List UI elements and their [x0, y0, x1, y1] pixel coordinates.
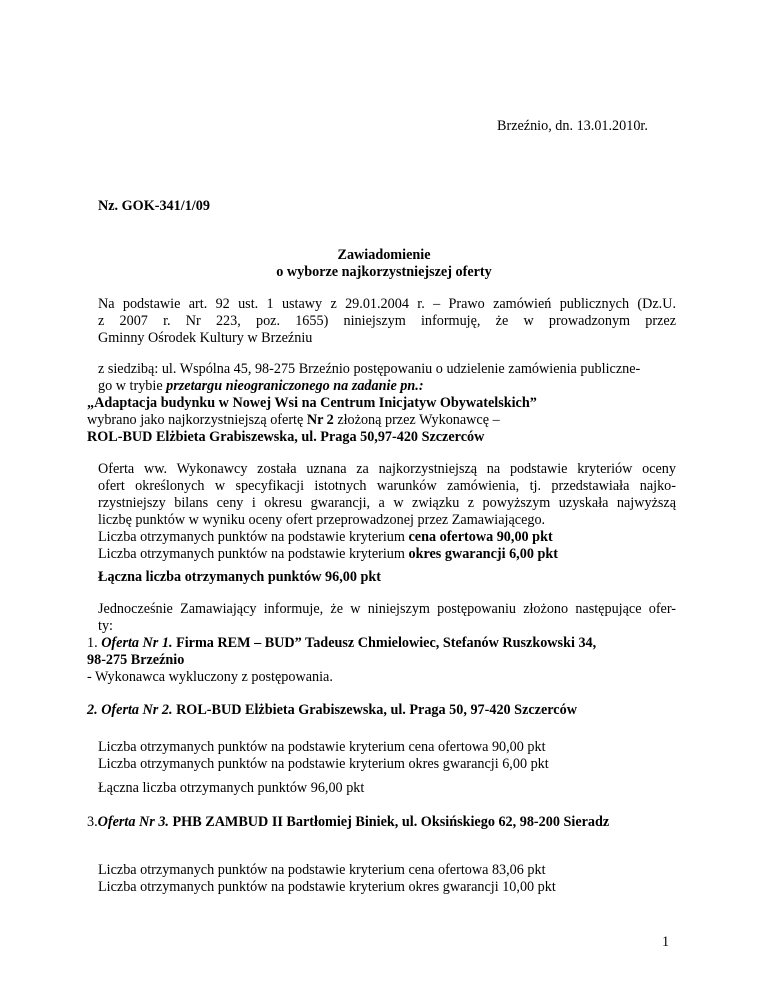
- offer-2-price-points: Liczba otrzymanych punktów na podstawie kryterium cena ofertowa 90,00 pkt: [98, 739, 546, 755]
- total-points: Łączna liczba otrzymanych punktów 96,00 pkt: [98, 569, 381, 585]
- justification-line: ofert określonych w specyfikacji istotnych warunków zamówienia, tj. przedstawiała najko-: [98, 478, 676, 494]
- procedure-mode: przetargu nieograniczonego na zadanie pn.:: [166, 378, 424, 394]
- offer-3-header: 3.Oferta Nr 3. PHB ZAMBUD II Bartłomiej Biniek, ul. Oksińskiego 62, 98-200 Sieradz: [87, 814, 610, 830]
- offers-intro-line: ty:: [98, 618, 113, 634]
- procedure-line: go w trybie przetargu nieograniczonego na zadanie pn.:: [98, 378, 424, 394]
- selected-offer-line: wybrano jako najkorzystniejszą ofertę Nr 2 złożoną przez Wykonawcę –: [87, 412, 500, 428]
- document-subtitle: o wyborze najkorzystniejszej oferty: [276, 264, 492, 280]
- intro-line: z 2007 r. Nr 223, poz. 1655) niniejszym informuję, że w prowadzonym przez: [98, 313, 676, 329]
- offer-2-header: 2. Oferta Nr 2. ROL-BUD Elżbieta Grabiszewska, ul. Praga 50, 97-420 Szczerców: [87, 702, 577, 718]
- offer-1-status: - Wykonawca wykluczony z postępowania.: [87, 669, 333, 685]
- warranty-points: Liczba otrzymanych punktów na podstawie kryterium okres gwarancji 6,00 pkt: [98, 546, 558, 562]
- procedure-line: z siedzibą: ul. Wspólna 45, 98-275 Brzeźnio postępowaniu o udzielenie zamówienia publiczne-: [98, 361, 641, 377]
- offer-1-header: 1. Oferta Nr 1. Firma REM – BUD” Tadeusz Chmielowiec, Stefanów Ruszkowski 34,: [87, 635, 597, 651]
- justification-line: Oferta ww. Wykonawcy została uznana za najkorzystniejszą na podstawie kryteriów oceny: [98, 461, 676, 477]
- offer-1-address: 98-275 Brzeźnio: [87, 652, 185, 668]
- reference-number: Nz. GOK-341/1/09: [98, 198, 210, 214]
- place-date: Brzeźnio, dn. 13.01.2010r.: [497, 118, 648, 134]
- offers-intro-line: Jednocześnie Zamawiający informuje, że w niniejszym postępowaniu złożono następujące ofer-: [98, 601, 676, 617]
- page-number: 1: [662, 934, 670, 950]
- intro-line: Na podstawie art. 92 ust. 1 ustawy z 29.01.2004 r. – Prawo zamówień publicznych (Dz.U.: [98, 296, 676, 312]
- offer-3-warranty-points: Liczba otrzymanych punktów na podstawie kryterium okres gwarancji 10,00 pkt: [98, 879, 556, 895]
- task-name: „Adaptacja budynku w Nowej Wsi na Centrum Inicjatyw Obywatelskich”: [87, 395, 537, 411]
- offer-2-warranty-points: Liczba otrzymanych punktów na podstawie kryterium okres gwarancji 6,00 pkt: [98, 756, 549, 772]
- intro-line: Gminny Ośrodek Kultury w Brzeźniu: [98, 330, 313, 346]
- document-title: Zawiadomienie: [337, 247, 431, 263]
- price-points: Liczba otrzymanych punktów na podstawie kryterium cena ofertowa 90,00 pkt: [98, 529, 553, 545]
- winner-name: ROL-BUD Elżbieta Grabiszewska, ul. Praga 50,97-420 Szczerców: [87, 429, 485, 445]
- justification-line: liczbę punktów w wyniku oceny ofert przeprowadzonej przez Zamawiającego.: [98, 512, 546, 528]
- offer-3-price-points: Liczba otrzymanych punktów na podstawie kryterium cena ofertowa 83,06 pkt: [98, 862, 546, 878]
- selected-offer-number: Nr 2: [306, 412, 334, 428]
- offer-2-total-points: Łączna liczba otrzymanych punktów 96,00 pkt: [98, 780, 365, 796]
- justification-line: rzystniejszy bilans ceny i okresu gwarancji, a w związku z powyższym uzyskała najwyższą: [98, 495, 676, 511]
